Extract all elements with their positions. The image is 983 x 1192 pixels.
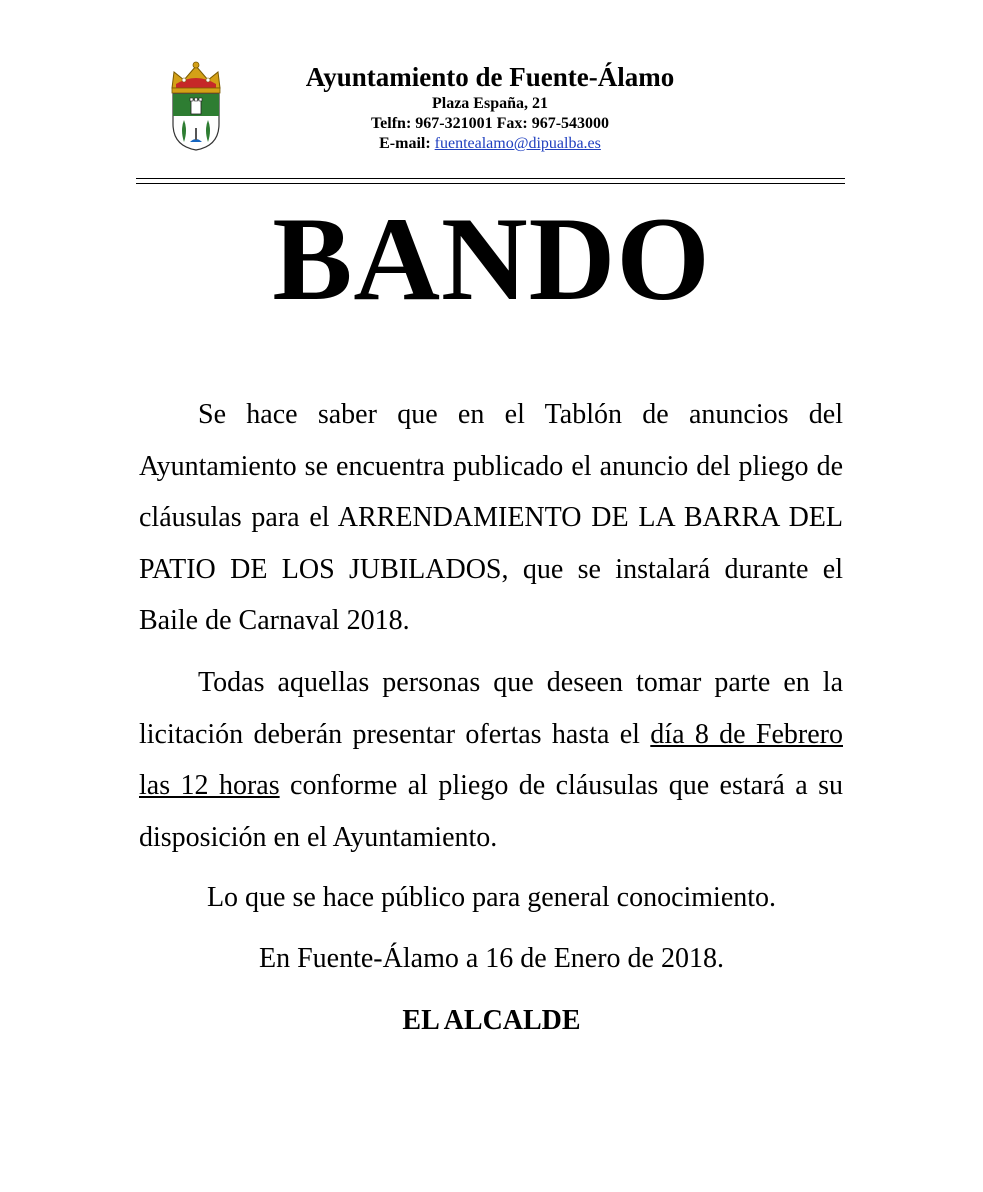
letterhead [240,60,740,154]
coat-of-arms-icon [164,58,228,154]
place-date: En Fuente-Álamo a 16 de Enero de 2018. [259,943,724,974]
paragraph-bidding-rest: conforme al pliego de cláusulas que estará a su disposición en el Ayuntamiento. [139,770,843,853]
email-link[interactable]: fuentealamo@dipualba.es [434,135,601,152]
document-title: BANDO [272,192,711,325]
header-divider-bottom [136,183,845,184]
email-label: E-mail: [379,135,431,152]
paragraph-bidding-intro: Todas aquellas personas que deseen tomar parte en la licitación deberán presentar ofertas hasta el [139,667,843,750]
paragraph-announcement: Se hace saber que en el Tablón de anuncios del Ayuntamiento se encuentra publicado el anuncio del pliego de cláusulas para el ARRENDAMIENTO DE LA BARRA DEL PATIO DE LOS JUBILADOS, que se instalará durante el Baile de Carnaval 2018. [139,399,843,636]
email-line [240,134,740,154]
closing-statement: Lo que se hace público para general conocimiento. [206,882,777,913]
organization-name: Ayuntamiento de Fuente-Álamo [305,62,675,92]
phone-fax-line: Telfn: 967-321001 Fax: 967-543000 [370,115,610,132]
signature-mayor: EL ALCALDE [402,1005,581,1036]
header-divider-top [136,178,845,179]
paragraph-bidding [139,657,843,863]
deadline-underlined: día 8 de Febrero las 12 horas [139,718,843,801]
address-line: Plaza España, 21 [431,95,548,112]
